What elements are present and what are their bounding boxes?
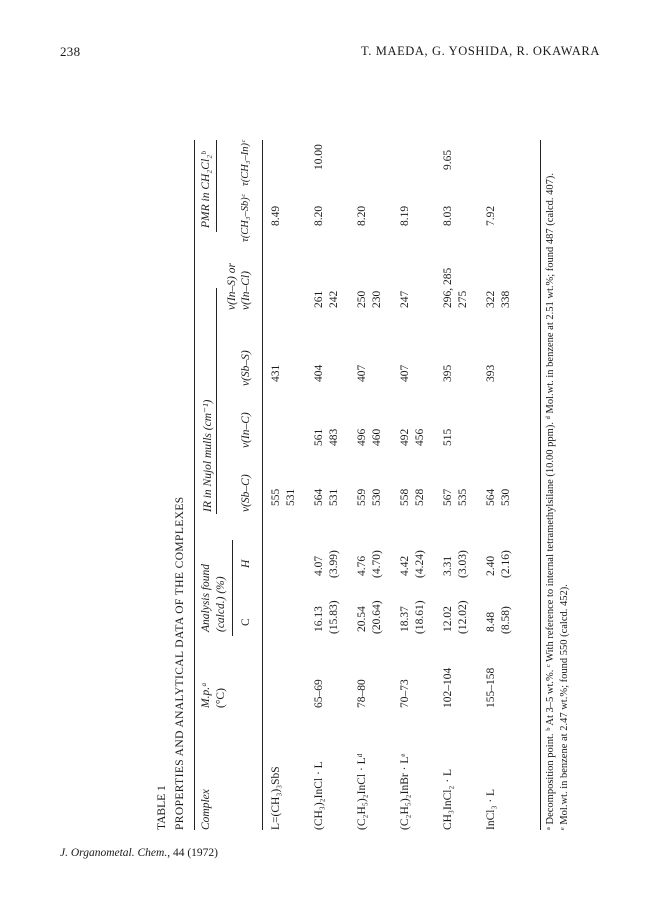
col-header-h: H bbox=[240, 559, 252, 568]
cell-h-calc: (2.16) bbox=[500, 550, 512, 578]
cell-c: 8.48 bbox=[485, 611, 497, 632]
cell-mp: 65–69 bbox=[313, 679, 325, 708]
col-header-complex: Complex bbox=[200, 789, 212, 830]
cell-sb-c: 564 bbox=[485, 488, 497, 506]
cell-in-c2: 456 bbox=[414, 428, 426, 446]
cell-c: 20.54 bbox=[356, 606, 368, 632]
col-header-sb-c: ν(Sb–C) bbox=[240, 474, 252, 512]
cell-mp: 102–104 bbox=[442, 667, 454, 708]
cell-in-s2: 242 bbox=[328, 290, 340, 308]
cell-in-s: 322 bbox=[485, 290, 497, 308]
cell-sb-s: 431 bbox=[270, 364, 282, 382]
cell-tau-in: 9.65 bbox=[442, 149, 454, 170]
cell-h: 4.76 bbox=[356, 555, 368, 576]
cell-tau-sb: 8.19 bbox=[399, 205, 411, 226]
cell-sb-c: 555 bbox=[270, 488, 282, 506]
cell-h: 4.42 bbox=[399, 555, 411, 576]
cell-in-c2: 483 bbox=[328, 428, 340, 446]
cell-sb-s: 395 bbox=[442, 364, 454, 382]
cell-sb-c2: 531 bbox=[328, 488, 340, 506]
cell-tau-sb: 7.92 bbox=[485, 205, 497, 226]
cell-h: 3.31 bbox=[442, 555, 454, 576]
journal-citation bbox=[60, 847, 218, 859]
rule-analysis bbox=[232, 540, 233, 636]
cell-tau-sb: 8.03 bbox=[442, 205, 454, 226]
cell-mp: 78–80 bbox=[356, 679, 368, 708]
group-header-analysis-sub: (calcd.) (%) bbox=[215, 576, 227, 632]
rotated-table bbox=[140, 130, 580, 830]
cell-sb-c2: 530 bbox=[500, 488, 512, 506]
footnote-1: ᵃ Decomposition point. ᵇ At 3–5 wt.%. ᶜ With reference to internal tetramethylsilane (10.00 ppm). ᵈ Mol.wt. in benzene at 2.51 wt.%; found 487 (calcd. 407). bbox=[545, 172, 556, 830]
footnote-2: ᵉ Mol.wt. in benzene at 2.47 wt.%; found 550 (calcd. 452). bbox=[559, 584, 570, 830]
cell-complex: InCl₃ · L bbox=[485, 788, 497, 830]
cell-sb-s: 393 bbox=[485, 364, 497, 382]
cell-sb-c: 559 bbox=[356, 488, 368, 506]
group-header-pmr: PMR in CH₂Cl₂ᵇ bbox=[200, 151, 212, 228]
cell-in-c: 515 bbox=[442, 428, 454, 446]
cell-c: 16.13 bbox=[313, 606, 325, 632]
cell-c-calc: (12.02) bbox=[457, 600, 469, 634]
cell-tau-sb: 8.20 bbox=[313, 205, 325, 226]
col-header-tau-in: τ(CH₃–In)ᶜ bbox=[240, 140, 251, 186]
cell-sb-c2: 531 bbox=[285, 488, 297, 506]
col-header-in-c: ν(In–C) bbox=[240, 412, 252, 448]
cell-sb-c2: 528 bbox=[414, 488, 426, 506]
cell-sb-c2: 530 bbox=[371, 488, 383, 506]
cell-in-c: 561 bbox=[313, 428, 325, 446]
cell-sb-c: 567 bbox=[442, 488, 454, 506]
rule-bottom bbox=[540, 140, 541, 830]
cell-h-calc: (3.03) bbox=[457, 550, 469, 578]
cell-complex: (CH₃)₂InCl · L bbox=[313, 761, 325, 830]
group-header-ir: IR in Nujol mulls (cm⁻¹) bbox=[202, 399, 214, 512]
cell-h: 4.07 bbox=[313, 555, 325, 576]
cell-h-calc: (4.24) bbox=[414, 550, 426, 578]
running-head: T. MAEDA, G. YOSHIDA, R. OKAWARA bbox=[360, 44, 600, 58]
cell-tau-sb: 8.20 bbox=[356, 205, 368, 226]
cell-mp: 70–73 bbox=[399, 679, 411, 708]
cell-tau-in: 10.00 bbox=[313, 144, 325, 170]
cell-h-calc: (4.70) bbox=[371, 550, 383, 578]
cell-h: 2.40 bbox=[485, 555, 497, 576]
cell-tau-sb: 8.49 bbox=[270, 205, 282, 226]
cell-in-c2: 460 bbox=[371, 428, 383, 446]
cell-sb-s: 407 bbox=[356, 364, 368, 382]
group-header-analysis: Analysis found bbox=[200, 563, 212, 632]
cell-in-c: 492 bbox=[399, 428, 411, 446]
cell-c: 18.37 bbox=[399, 606, 411, 632]
page-number: 238 bbox=[60, 44, 81, 59]
journal-volume: 44 (1972) bbox=[172, 847, 219, 859]
cell-c-calc: (15.83) bbox=[328, 600, 340, 634]
rule-ir bbox=[216, 288, 217, 514]
cell-complex: (C₂H₅)₂InBr · Lᵉ bbox=[399, 753, 411, 830]
cell-sb-s: 407 bbox=[399, 364, 411, 382]
cell-in-s: 250 bbox=[356, 290, 368, 308]
cell-in-s: 296, 285 bbox=[442, 267, 454, 308]
cell-h-calc: (3.99) bbox=[328, 550, 340, 578]
col-header-in-s2: ν(In–Cl) bbox=[240, 271, 252, 310]
col-header-c: C bbox=[240, 618, 252, 626]
cell-sb-s: 404 bbox=[313, 364, 325, 382]
col-header-mp: M.p.ᵃ bbox=[200, 682, 212, 708]
cell-in-s2: 275 bbox=[457, 290, 469, 308]
cell-complex: (C₂H₅)₂InCl · Lᵈ bbox=[356, 753, 368, 830]
cell-c-calc: (8.58) bbox=[500, 606, 512, 634]
cell-in-s: 247 bbox=[399, 290, 411, 308]
cell-in-s2: 338 bbox=[500, 290, 512, 308]
cell-in-s2: 230 bbox=[371, 290, 383, 308]
rule-top bbox=[194, 140, 195, 830]
cell-sb-c: 558 bbox=[399, 488, 411, 506]
col-header-in-s: ν(In–S) or bbox=[226, 263, 238, 310]
cell-in-c: 496 bbox=[356, 428, 368, 446]
col-header-mp-unit: (°C) bbox=[215, 688, 227, 708]
cell-sb-c2: 535 bbox=[457, 488, 469, 506]
cell-c-calc: (18.61) bbox=[414, 600, 426, 634]
cell-mp: 155–158 bbox=[485, 667, 497, 708]
table-caption: PROPERTIES AND ANALYTICAL DATA OF THE COMPLEXES bbox=[174, 496, 186, 830]
cell-in-s: 261 bbox=[313, 290, 325, 308]
cell-sb-c: 564 bbox=[313, 488, 325, 506]
cell-c-calc: (20.64) bbox=[371, 600, 383, 634]
col-header-sb-s: ν(Sb–S) bbox=[240, 350, 252, 386]
rule-head bbox=[262, 140, 263, 830]
journal-name: J. Organometal. Chem., bbox=[60, 847, 171, 859]
cell-complex: CH₃InCl₂ · L bbox=[442, 768, 454, 830]
col-header-tau-sb: τ(CH₃–Sb)ᶜ bbox=[240, 194, 251, 242]
rule-pmr bbox=[216, 140, 217, 232]
table-label: TABLE 1 bbox=[156, 785, 168, 830]
cell-c: 12.02 bbox=[442, 606, 454, 632]
cell-complex: L=(CH₃)₃SbS bbox=[270, 766, 282, 830]
